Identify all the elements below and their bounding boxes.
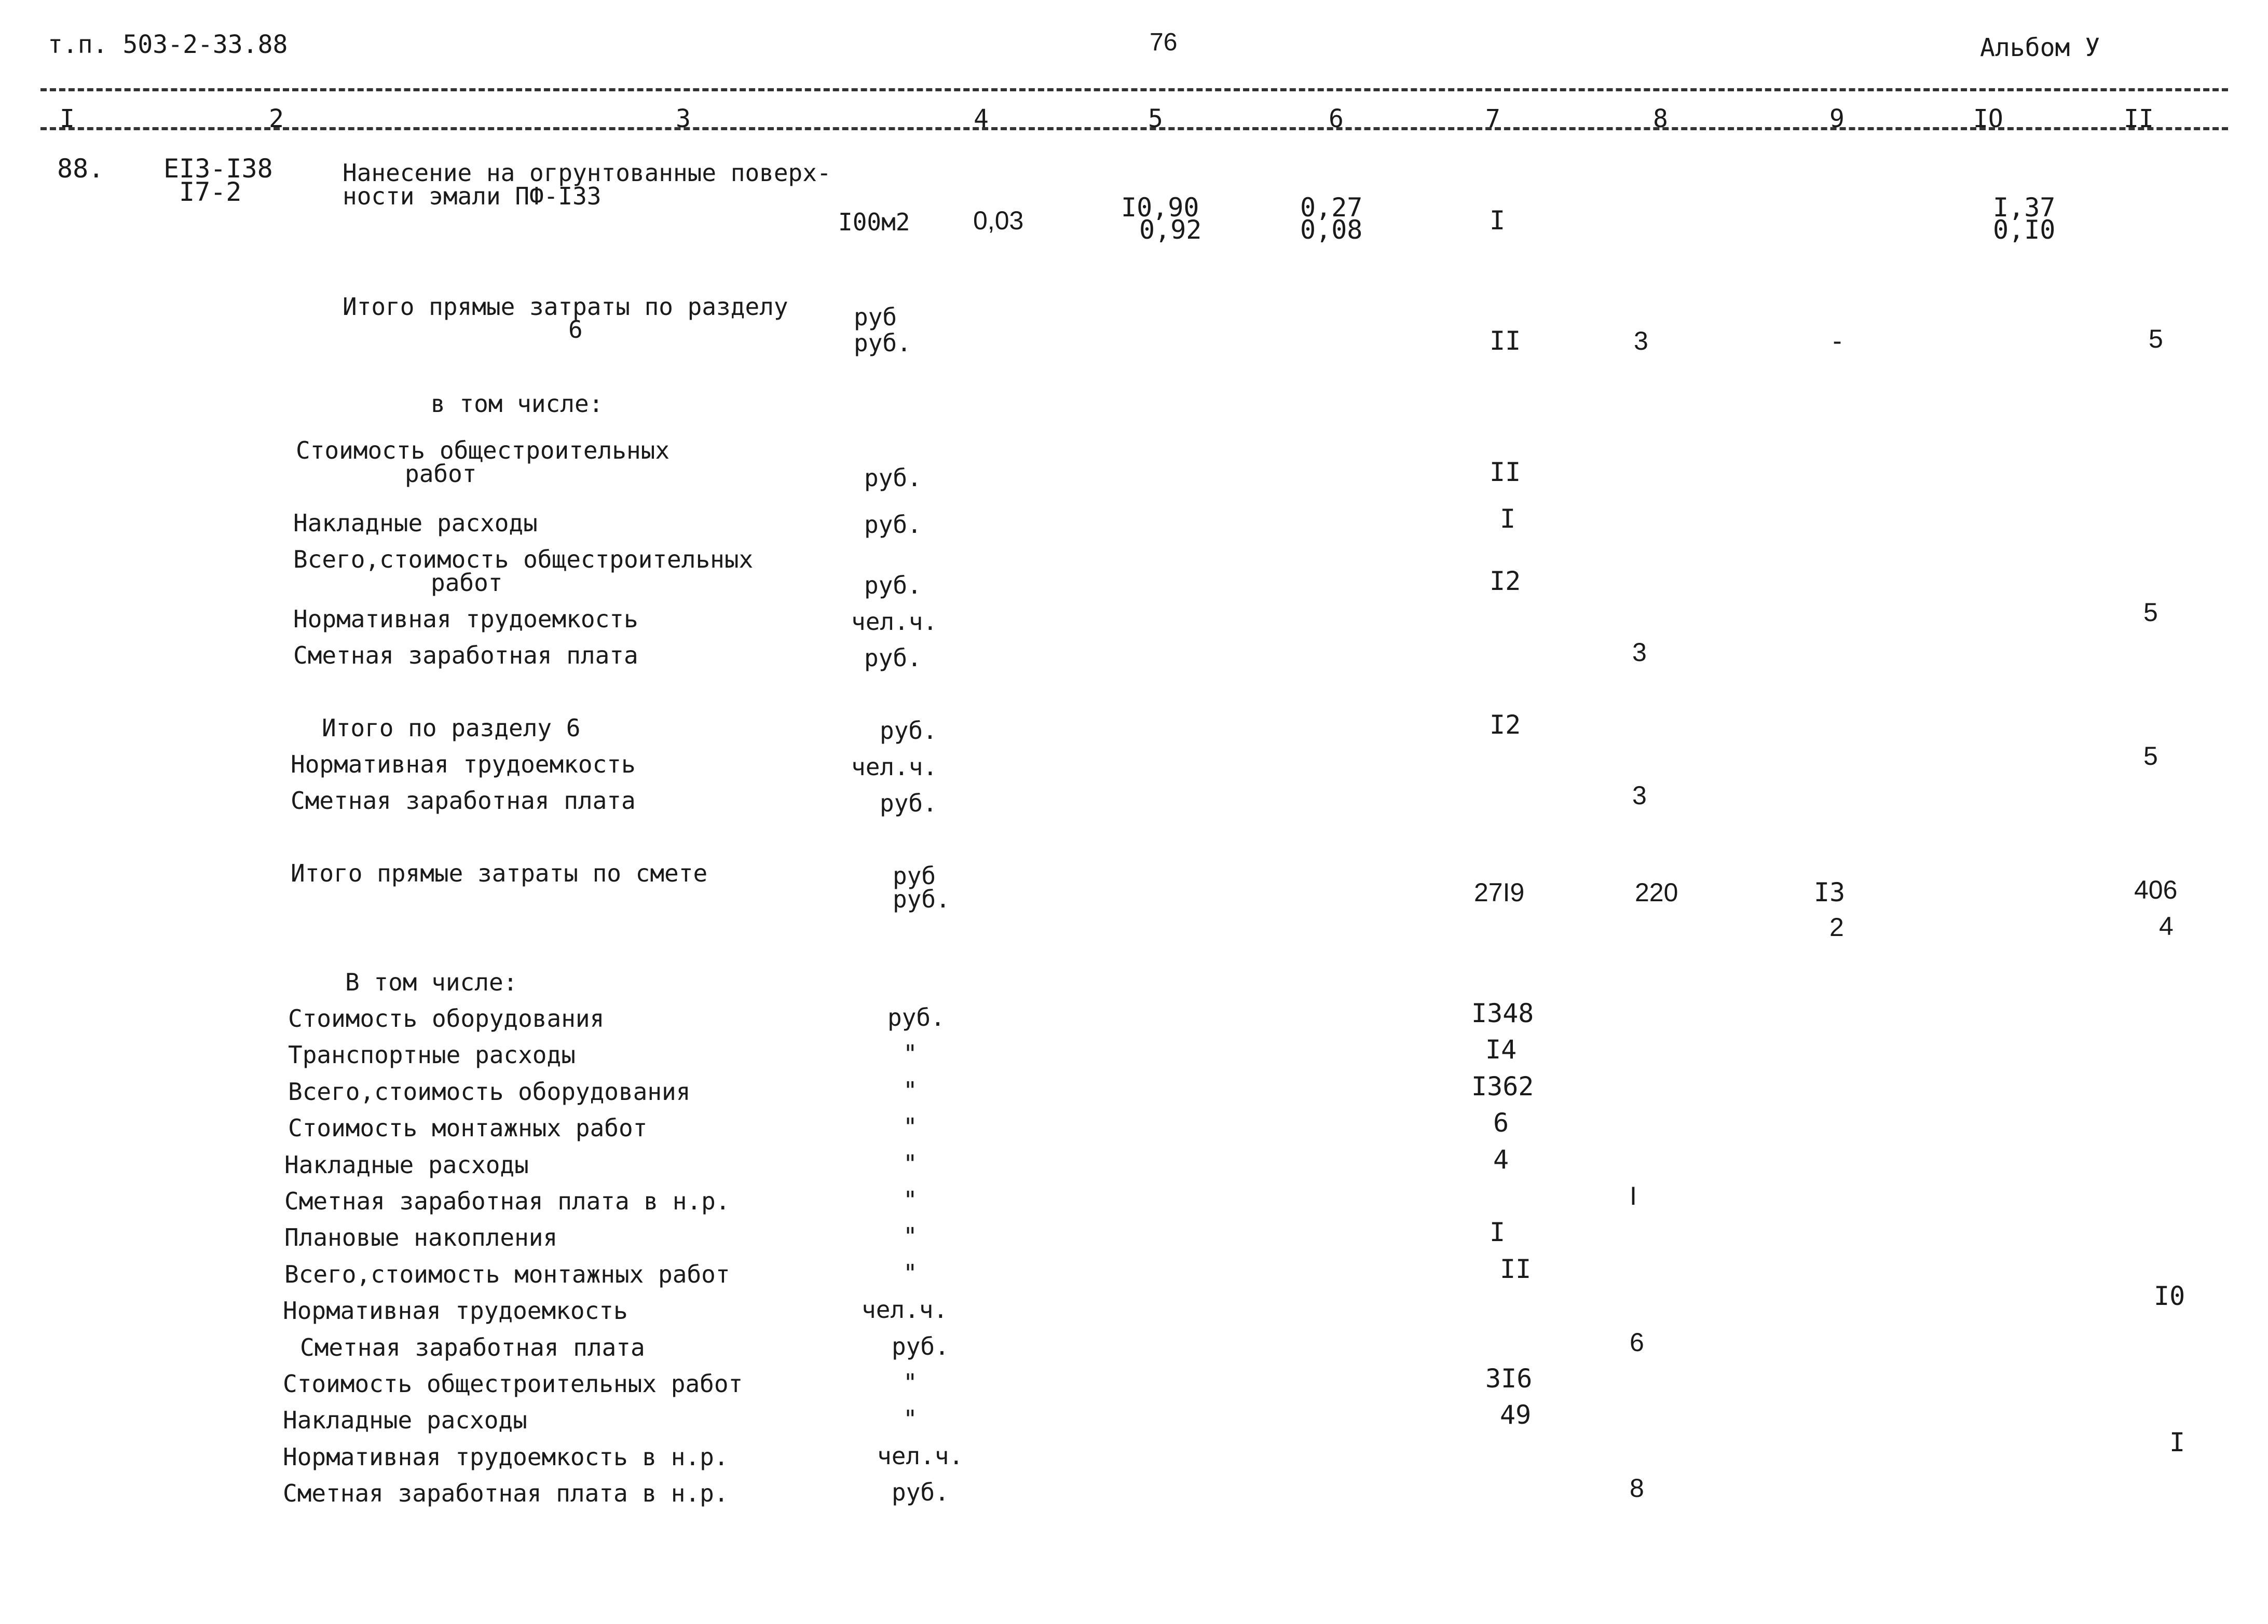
labor-intensity-label: Нормативная трудоемкость	[293, 605, 638, 633]
column-number: IO	[1973, 104, 2003, 133]
entry-col7: I	[1490, 205, 1506, 236]
section-total-col9: -	[1829, 326, 1846, 356]
section-6-labor-label: Нормативная трудоемкость	[291, 750, 636, 778]
general-construction-cost-unit: руб.	[864, 464, 922, 492]
section-6-wage-label: Сметная заработная плата	[291, 787, 636, 815]
column-number: 2	[269, 104, 284, 133]
estimate-row-col7: 4	[1493, 1144, 1509, 1175]
estimated-wage-label: Сметная заработная плата	[293, 641, 638, 669]
column-number: II	[2124, 104, 2154, 133]
estimate-row-col7: I348	[1471, 998, 1534, 1028]
estimate-row-col7: I362	[1471, 1071, 1534, 1102]
general-construction-cost-label-continued: работ	[405, 460, 477, 488]
estimate-total-col8: 220	[1635, 878, 1678, 907]
estimate-row-unit: "	[903, 1405, 918, 1434]
estimate-row-col11: I	[2169, 1427, 2185, 1457]
estimate-row-unit: "	[903, 1149, 918, 1178]
estimate-total-col11-bottom: 4	[2159, 912, 2174, 941]
estimate-row-unit: "	[903, 1369, 918, 1397]
entry-description-continued: ности эмали ПФ-I33	[343, 182, 602, 210]
estimate-row-label: Всего,стоимость монтажных работ	[284, 1260, 730, 1288]
estimate-row-unit: "	[903, 1186, 918, 1214]
section-6-labor-unit: чел.ч.	[851, 753, 938, 781]
estimate-row-label: Всего,стоимость оборудования	[288, 1077, 691, 1106]
section-total-unit: руб	[854, 303, 897, 331]
estimate-row-col8: I	[1630, 1181, 1637, 1210]
section-6-total-unit: руб.	[880, 717, 937, 745]
estimate-row-unit: руб.	[892, 1332, 949, 1360]
section-6-wage-unit: руб.	[880, 789, 937, 817]
estimate-row-unit: чел.ч.	[877, 1441, 964, 1470]
estimate-row-label: Плановые накопления	[284, 1223, 558, 1252]
estimate-row-label: Транспортные расходы	[288, 1041, 576, 1069]
column-number: 3	[676, 104, 691, 133]
including-heading-2: В том числе:	[345, 968, 518, 996]
total-general-construction-col7: I2	[1490, 566, 1521, 596]
entry-col5-bottom: 0,92	[1139, 215, 1202, 245]
estimated-wage-col8: 3	[1632, 638, 1647, 667]
estimate-row-unit: руб.	[887, 1003, 945, 1031]
entry-quantity: 0,03	[973, 206, 1024, 235]
column-number: 5	[1148, 104, 1163, 133]
labor-intensity-unit: чел.ч.	[851, 608, 938, 636]
overhead-label: Накладные расходы	[293, 509, 538, 537]
estimate-row-label: Нормативная трудоемкость	[283, 1297, 628, 1325]
section-6-total-col7: I2	[1490, 710, 1521, 740]
section-6-total-label: Итого по разделу 6	[322, 714, 581, 742]
total-general-construction-unit: руб.	[864, 571, 922, 599]
column-number: 9	[1829, 104, 1845, 133]
estimate-row-unit: руб.	[892, 1478, 949, 1507]
estimated-wage-unit: руб.	[864, 644, 922, 672]
entry-unit: I00м2	[838, 208, 910, 236]
column-number: 6	[1329, 104, 1344, 133]
section-total-label: Итого прямые затраты по разделу	[343, 293, 788, 321]
section-6-labor-col11: 5	[2143, 741, 2158, 770]
estimate-row-unit: "	[903, 1040, 918, 1068]
entry-description: Нанесение на огрунтованные поверх-	[343, 159, 831, 187]
estimate-row-unit: "	[903, 1222, 918, 1251]
estimate-row-label: Нормативная трудоемкость в н.р.	[283, 1442, 729, 1471]
estimate-row-unit: "	[903, 1076, 918, 1105]
estimate-total-col11-top: 406	[2134, 875, 2178, 904]
general-construction-cost-col7: II	[1490, 457, 1521, 487]
estimate-row-col7: I4	[1485, 1035, 1517, 1065]
entry-col5-top: I0,90	[1121, 192, 1199, 223]
estimate-total-unit: руб	[893, 862, 936, 890]
total-general-construction-label: Всего,стоимость общестроительных	[293, 545, 754, 573]
entry-col6-bottom: 0,08	[1300, 215, 1363, 245]
overhead-col7: I	[1500, 504, 1516, 534]
estimate-row-col11: I0	[2154, 1281, 2185, 1312]
estimate-row-unit: "	[903, 1113, 918, 1141]
header-rule-top	[40, 88, 2228, 91]
including-heading: в том числе:	[431, 390, 604, 418]
column-number: 7	[1485, 104, 1500, 133]
section-total-col8: 3	[1634, 326, 1648, 355]
estimate-row-col8: 6	[1630, 1327, 1644, 1357]
estimate-row-col7: 49	[1500, 1400, 1532, 1430]
estimate-row-label: Стоимость оборудования	[288, 1004, 605, 1033]
estimate-row-label: Стоимость монтажных работ	[288, 1114, 648, 1143]
column-number: 4	[974, 104, 989, 133]
estimate-row-label: Накладные расходы	[284, 1150, 529, 1179]
entry-code-secondary: I7-2	[179, 177, 242, 207]
estimate-row-label: Сметная заработная плата	[300, 1333, 645, 1361]
entry-col10-top: I,37	[1993, 192, 2056, 223]
estimate-total-col7: 27I9	[1474, 878, 1525, 907]
estimate-row-label: Стоимость общестроительных работ	[283, 1370, 743, 1398]
section-total-label-number: 6	[568, 315, 583, 343]
labor-intensity-col11: 5	[2143, 598, 2158, 627]
column-number: I	[60, 104, 75, 133]
entry-col10-bottom: 0,I0	[1993, 215, 2056, 245]
overhead-unit: руб.	[864, 511, 922, 539]
estimate-total-col9-top: I3	[1814, 877, 1846, 907]
section-total-unit-secondary: руб.	[854, 329, 911, 357]
section-6-wage-col8: 3	[1632, 781, 1647, 810]
estimate-row-label: Сметная заработная плата в н.р.	[284, 1187, 730, 1215]
estimate-row-col7: 6	[1493, 1108, 1509, 1138]
estimate-total-unit-secondary: руб.	[893, 885, 950, 913]
estimate-row-label: Накладные расходы	[283, 1406, 527, 1435]
estimate-row-col8: 8	[1630, 1474, 1644, 1503]
estimate-row-col7: 3I6	[1485, 1364, 1533, 1394]
document-reference: т.п. 503-2-33.88	[48, 30, 288, 59]
column-number: 8	[1653, 104, 1668, 133]
header-rule-bottom	[40, 127, 2228, 130]
entry-code: ЕI3-I38	[163, 154, 273, 184]
page-number: 76	[1150, 29, 1178, 56]
estimate-row-col7: I	[1490, 1217, 1506, 1248]
section-total-col11: 5	[2149, 324, 2163, 353]
estimate-row-unit: "	[903, 1259, 918, 1287]
estimate-total-label: Итого прямые затраты по смете	[291, 859, 708, 887]
entry-number: 88.	[57, 154, 104, 184]
estimate-row-unit: чел.ч.	[862, 1296, 948, 1324]
section-total-col7: II	[1490, 326, 1521, 356]
total-general-construction-label-continued: работ	[431, 569, 503, 597]
estimate-total-col9-bottom: 2	[1829, 913, 1844, 942]
estimate-row-col7: II	[1500, 1254, 1532, 1284]
entry-col6-top: 0,27	[1300, 192, 1363, 223]
album-label: Альбом У	[1980, 33, 2100, 62]
general-construction-cost-label: Стоимость общестроительных	[296, 436, 670, 464]
estimate-row-label: Сметная заработная плата в н.р.	[283, 1479, 729, 1508]
